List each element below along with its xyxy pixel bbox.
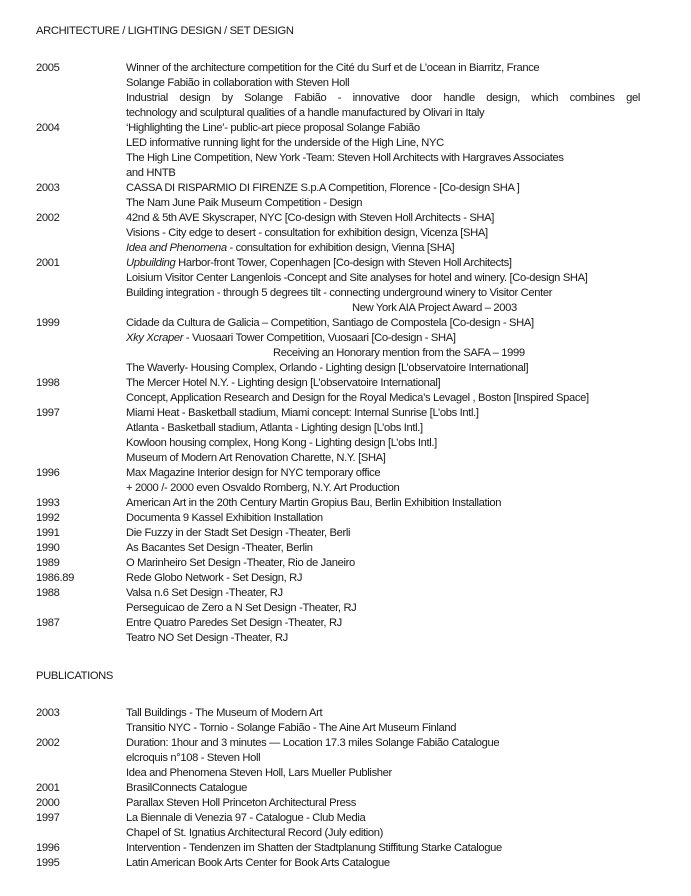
entry-line [126, 316, 640, 331]
entry-items [126, 541, 640, 556]
entry-line [126, 541, 640, 556]
entry-line [126, 346, 640, 361]
cv-entry [36, 841, 640, 856]
line-text: 42nd & 5th AVE Skyscraper, NYC [Co-design with Steven Holl Architects - SHA] [126, 212, 495, 224]
line-text: Loisium Visitor Center Langenlois -Concept and Site analyses for hotel and winery. [Co-design SHA] [126, 272, 588, 284]
cv-entry [36, 736, 640, 781]
line-text: CASSA DI RISPARMIO DI FIRENZE S.p.A Competition, Florence - [Co-design SHA ] [126, 182, 520, 194]
entry-line [126, 256, 640, 271]
line-text: Duration: 1hour and 3 minutes — Location 17.3 miles Solange Fabião Catalogue [126, 737, 500, 749]
line-text: Die Fuzzy in der Stadt Set Design -Theater, Berli [126, 527, 351, 539]
entry-line [126, 61, 640, 76]
entry-line [126, 511, 640, 526]
line-text: Receiving an Honorary mention from the SAFA – 1999 [273, 347, 525, 359]
entry-items [126, 496, 640, 511]
cv-entry [36, 316, 640, 376]
italic-title: Xky Xcraper [126, 332, 184, 344]
entry-items [126, 376, 640, 406]
section-spacer [36, 646, 640, 669]
entry-items [126, 781, 640, 796]
entry-line [126, 721, 640, 736]
entry-year: 2002 [36, 737, 60, 749]
line-text: Museum of Modern Art Renovation Charette, N.Y. [SHA] [126, 452, 386, 464]
cv-entry [36, 121, 640, 181]
cv-entry [36, 181, 640, 211]
entry-items [126, 466, 640, 496]
entry-year: 1989 [36, 557, 60, 569]
entry-line [126, 91, 640, 106]
entry-year: 1996 [36, 842, 60, 854]
entry-year: 2000 [36, 797, 60, 809]
entry-items [126, 796, 640, 811]
entry-line [126, 181, 640, 196]
entry-line [126, 496, 640, 511]
line-text: LED informative running light for the underside of the High Line, NYC [126, 137, 444, 149]
line-text: Industrial design by Solange Fabião - innovative door handle design, which combines gel [126, 92, 640, 104]
line-text: American Art in the 20th Century Martin Gropius Bau, Berlin Exhibition Installation [126, 497, 502, 509]
cv-entry [36, 616, 640, 646]
entry-line [126, 196, 640, 211]
entry-year: 1988 [36, 587, 60, 599]
entry-line [126, 856, 640, 871]
entry-year: 2003 [36, 707, 60, 719]
cv-entry [36, 256, 640, 316]
entry-items [126, 586, 640, 616]
line-text: As Bacantes Set Design -Theater, Berlin [126, 542, 313, 554]
line-text: Latin American Book Arts Center for Book Arts Catalogue [126, 857, 390, 869]
entry-line [126, 421, 640, 436]
entry-line [126, 631, 640, 646]
entry-line [126, 811, 640, 826]
line-text: Building integration - through 5 degrees tilt - connecting underground winery to Visitor Center [126, 287, 553, 299]
line-text: BrasilConnects Catalogue [126, 782, 247, 794]
line-text: Teatro NO Set Design -Theater, RJ [126, 632, 288, 644]
line-text: + 2000 /- 2000 even Osvaldo Romberg, N.Y. Art Production [126, 482, 400, 494]
entry-line [126, 736, 640, 751]
entry-line [126, 271, 640, 286]
entry-items [126, 856, 640, 871]
entry-line [126, 331, 640, 346]
line-text: Rede Globo Network - Set Design, RJ [126, 572, 303, 584]
entry-line [126, 571, 640, 586]
entry-line [126, 136, 640, 151]
entry-line [126, 106, 640, 121]
line-text: Miami Heat - Basketball stadium, Miami concept: Internal Sunrise [L’obs Intl.] [126, 407, 479, 419]
entry-line [126, 76, 640, 91]
line-text: Idea and Phenomena Steven Holl, Lars Mueller Publisher [126, 767, 392, 779]
entry-line [126, 826, 640, 841]
entry-line [126, 451, 640, 466]
entry-line [126, 226, 640, 241]
cv-entry [36, 211, 640, 256]
entry-line [126, 766, 640, 781]
cv-entry [36, 466, 640, 496]
line-text: Harbor-front Tower, Copenhagen [Co-design with Steven Holl Architects] [175, 257, 512, 269]
line-text: Visions - City edge to desert - consultation for exhibition design, Vicenza [SHA] [126, 227, 488, 239]
line-text: Entre Quatro Paredes Set Design -Theater, RJ [126, 617, 342, 629]
entry-year: 1991 [36, 527, 60, 539]
line-text: Perseguicao de Zero a N Set Design -Theater, RJ [126, 602, 357, 614]
italic-title: Idea and Phenomena [126, 242, 227, 254]
entry-year: 1987 [36, 617, 60, 629]
entry-line [126, 241, 640, 256]
cv-entry [36, 856, 640, 871]
cv-entry [36, 541, 640, 556]
line-text: Atlanta - Basketball stadium, Atlanta - Lighting design [L’obs Intl.] [126, 422, 423, 434]
entry-line [126, 436, 640, 451]
line-text: La Biennale di Venezia 97 - Catalogue - Club Media [126, 812, 366, 824]
entry-items [126, 571, 640, 586]
entry-items [126, 406, 640, 466]
entry-year: 1999 [36, 317, 60, 329]
line-text: The Mercer Hotel N.Y. - Lighting design [L’observatoire International] [126, 377, 441, 389]
line-text: Valsa n.6 Set Design -Theater, RJ [126, 587, 283, 599]
entry-line [126, 211, 640, 226]
line-text: New York AIA Project Award – 2003 [352, 302, 517, 314]
entry-items [126, 841, 640, 856]
line-text: The Nam June Paik Museum Competition - Design [126, 197, 363, 209]
italic-title: Upbuilding [126, 257, 176, 269]
line-text: Winner of the architecture competition for the Cité du Surf et de L’ocean in Biarritz, France [126, 62, 540, 74]
entry-line [126, 166, 640, 181]
cv-entry [36, 796, 640, 811]
entry-line [126, 796, 640, 811]
cv-entry [36, 61, 640, 121]
entry-year: 1986.89 [36, 572, 74, 584]
entry-items [126, 556, 640, 571]
cv-entry [36, 571, 640, 586]
line-text: - Vuosaari Tower Competition, Vuosaari [Co-design - SHA] [183, 332, 456, 344]
cv-entry [36, 706, 640, 736]
section-publications [36, 669, 640, 871]
cv-entry [36, 811, 640, 841]
entry-items [126, 61, 640, 121]
entry-items [126, 121, 640, 181]
entry-items [126, 511, 640, 526]
entry-line [126, 391, 640, 406]
entry-items [126, 211, 640, 256]
entry-line [126, 406, 640, 421]
cv-entry [36, 496, 640, 511]
cv-entry [36, 556, 640, 571]
entry-items [126, 706, 640, 736]
entry-year: 1998 [36, 377, 60, 389]
section-title: ARCHITECTURE / LIGHTING DESIGN / SET DESIGN [36, 25, 294, 37]
entry-items [126, 256, 640, 316]
entry-line [126, 466, 640, 481]
entry-line [126, 781, 640, 796]
line-text: The Waverly- Housing Complex, Orlando - Lighting design [L’observatoire International] [126, 362, 529, 374]
entry-line [126, 301, 640, 316]
entry-items [126, 811, 640, 841]
entry-year: 1993 [36, 497, 60, 509]
entry-year: 1996 [36, 467, 60, 479]
entry-year: 2001 [36, 782, 60, 794]
entry-items [126, 616, 640, 646]
entry-line [126, 751, 640, 766]
line-text: and HNTB [126, 167, 176, 179]
entry-year: 2004 [36, 122, 60, 134]
entry-line [126, 526, 640, 541]
entry-line [126, 616, 640, 631]
line-text: Tall Buildings - The Museum of Modern Art [126, 707, 323, 719]
entry-year: 1995 [36, 857, 60, 869]
section-architecture [36, 24, 640, 646]
section-title: PUBLICATIONS [36, 670, 114, 682]
entry-year: 1992 [36, 512, 60, 524]
entry-line [126, 376, 640, 391]
cv-entry [36, 511, 640, 526]
line-text: Intervention - Tendenzen im Shatten der Stadtplanung Stiffitung Starke Catalogue [126, 842, 502, 854]
line-text: Documenta 9 Kassel Exhibition Installation [126, 512, 323, 524]
line-text: Concept, Application Research and Design for the Royal Medica’s Levagel , Boston [Inspired Space] [126, 392, 589, 404]
cv-entry [36, 526, 640, 541]
title-spacer [36, 684, 640, 706]
entry-line [126, 556, 640, 571]
cv-entry [36, 406, 640, 466]
entry-year: 1997 [36, 407, 60, 419]
entry-line [126, 601, 640, 616]
cv-page [36, 24, 640, 871]
entry-line [126, 151, 640, 166]
line-text: ‘Highlighting the Line’- public-art piece proposal Solange Fabião [126, 122, 420, 134]
line-text: - consultation for exhibition design, Vienna [SHA] [226, 242, 455, 254]
line-text: O Marinheiro Set Design -Theater, Rio de Janeiro [126, 557, 355, 569]
entry-items [126, 181, 640, 211]
entry-year: 2002 [36, 212, 60, 224]
line-text: Max Magazine Interior design for NYC temporary office [126, 467, 381, 479]
entry-items [126, 736, 640, 781]
line-text: Transitio NYC - Tornio - Solange Fabião - The Aine Art Museum Finland [126, 722, 457, 734]
entry-year: 1990 [36, 542, 60, 554]
line-text: The High Line Competition, New York -Team: Steven Holl Architects with Hargraves Associates [126, 152, 564, 164]
entry-items [126, 526, 640, 541]
entry-year: 2001 [36, 257, 60, 269]
title-spacer [36, 39, 640, 61]
entry-year: 2005 [36, 62, 60, 74]
entry-line [126, 286, 640, 301]
line-text: Kowloon housing complex, Hong Kong - Lighting design [L’obs Intl.] [126, 437, 437, 449]
cv-entry [36, 781, 640, 796]
entry-line [126, 706, 640, 721]
cv-entry [36, 586, 640, 616]
line-text: Cidade da Cultura de Galicia – Competition, Santiago de Compostela [Co-design - SHA] [126, 317, 534, 329]
line-text: Solange Fabião in collaboration with Steven Holl [126, 77, 350, 89]
entry-line [126, 841, 640, 856]
entry-line [126, 481, 640, 496]
line-text: Chapel of St. Ignatius Architectural Record (July edition) [126, 827, 384, 839]
line-text: technology and sculptural qualities of a handle manufactured by Olivari in Italy [126, 107, 485, 119]
entry-line [126, 121, 640, 136]
entry-year: 1997 [36, 812, 60, 824]
entry-line [126, 586, 640, 601]
line-text: elcroquis n°108 - Steven Holl [126, 752, 261, 764]
entry-year: 2003 [36, 182, 60, 194]
entry-line [126, 361, 640, 376]
line-text: Parallax Steven Holl Princeton Architectural Press [126, 797, 356, 809]
entry-items [126, 316, 640, 376]
cv-entry [36, 376, 640, 406]
